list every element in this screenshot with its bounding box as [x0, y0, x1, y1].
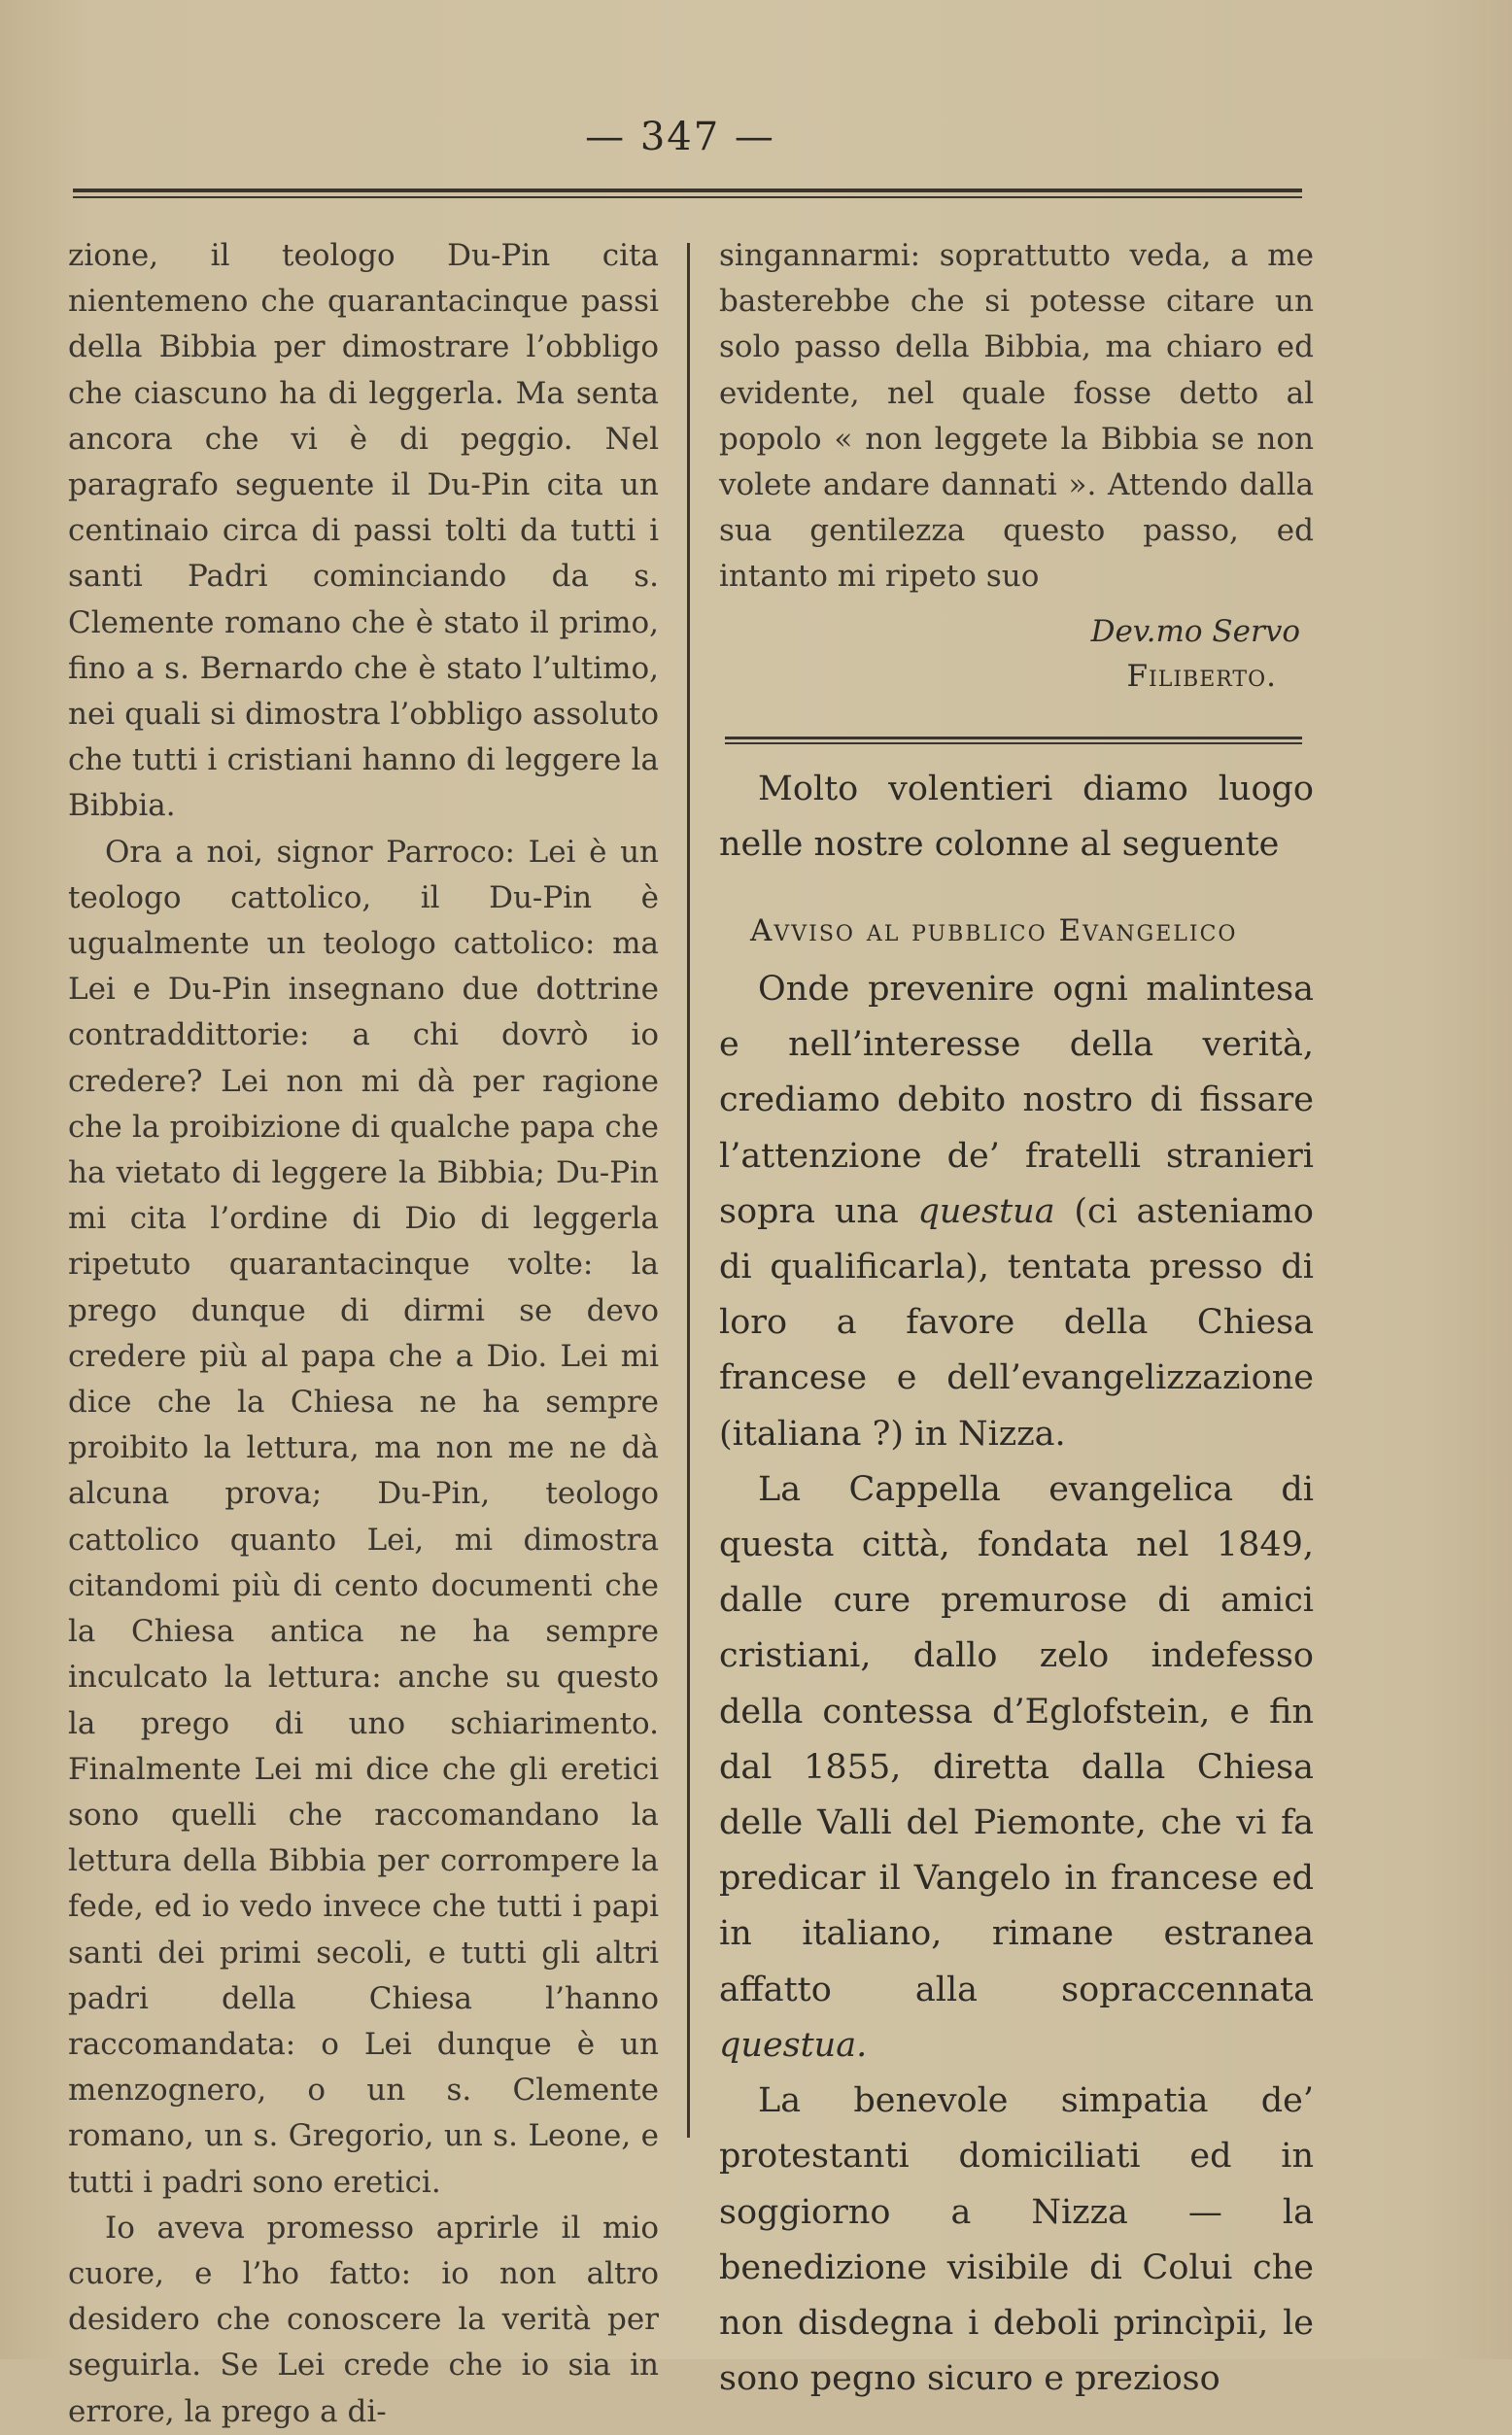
- notice-paragraph-1-emphasis: questua: [917, 1191, 1055, 1231]
- section-heading: Avviso al pubblico Evangelico: [750, 913, 1238, 949]
- left-paragraph-3: Io aveva promesso aprirle il mio cuore, e l’ho fatto: io non altro desidero che conoscere la verità per seguirla. Se Lei crede che io sia in errore, la prego a di-: [68, 2210, 659, 2429]
- signature-closing: Dev.mo Servo: [1090, 613, 1300, 649]
- letter-ending: singannarmi: soprattutto veda, a me basterebbe che si potesse citare un solo passo della Bibbia, ma chiaro ed evidente, nel quale fosse detto al popolo « non leggete la Bibbia se non volete andare dannati ». Attendo dalla sua gentilezza questo passo, ed intanto mi ripeto suo: [719, 238, 1314, 595]
- notice-paragraph-3: La benevole simpatia de’ protestanti domiciliati ed in soggiorno a Nizza — la benedizione visibile di Colui che non disdegna i deboli princìpii, le sono pegno sicuro e prezioso: [719, 2081, 1314, 2399]
- page-number: — 347 —: [585, 115, 775, 159]
- intro-paragraph: Molto volentieri diamo luogo nelle nostre colonne al seguente: [719, 769, 1314, 864]
- left-paragraph-1: zione, il teologo Du-Pin cita nientemeno che quarantacinque passi della Bibbia per dimostrare l’obbligo che ciascuno ha di leggerla. Ma senta ancora che vi è di peggio. Nel paragrafo seguente il Du-Pin cita un centinaio circa di passi tolti da tutti i santi Padri cominciando da s. Clemente romano che è stato il primo, fino a s. Bernardo che è stato l’ultimo, nei quali si dimostra l’obbligo assoluto che tutti i cristiani hanno di leggere la Bibbia.: [68, 238, 659, 824]
- signature-name: Filiberto.: [1126, 658, 1277, 694]
- column-divider: [687, 243, 690, 2138]
- notice-paragraph-2-text: La Cappella evangelica di questa città, fondata nel 1849, dalle cure premurose di amici cristiani, dallo zelo indefesso della contessa d’Eglofstein, e fin dal 1855, diretta dalla Chiesa delle Valli del Piemonte, che vi fa predicar il Vangelo in francese ed in italiano, rimane estranea affatto alla sopraccennata: [719, 1469, 1314, 2009]
- notice-paragraph-2-emphasis: questua.: [719, 2025, 868, 2065]
- header-rule: [73, 189, 1302, 198]
- notice-paragraph-1-text-a: Onde prevenire ogni malintesa e nell’interesse della verità, crediamo debito nostro di fissare l’attenzione de’ fratelli stranieri sopra una: [719, 970, 1314, 1231]
- left-column: [68, 233, 659, 2435]
- notice-paragraph-1-text-b: (ci asteniamo di qualificarla), tentata presso di loro a favore della Chiesa francese e dell’evangelizzazione (italiana ?) in Nizza.: [719, 1191, 1314, 1454]
- right-column: [719, 233, 1314, 2407]
- section-rule: [725, 737, 1302, 744]
- notice-paragraph-2: [719, 1462, 1314, 2074]
- notice-paragraph-1: [719, 962, 1314, 1462]
- left-paragraph-2: Ora a noi, signor Parroco: Lei è un teologo cattolico, il Du-Pin è ugualmente un teologo cattolico: ma Lei e Du-Pin insegnano due dottrine contraddittorie: a chi dovrò io credere? Lei non mi dà per ragione che la proibizione di qualche papa che ha vietato di leggere la Bibbia; Du-Pin mi cita l’ordine di Dio di leggerla ripetuto quarantacinque volte: la prego dunque di dirmi se devo credere più al papa che a Dio. Lei mi dice che la Chiesa ne ha sempre proibito la lettura, ma non me ne dà alcuna prova; Du-Pin, teologo cattolico quanto Lei, mi dimostra citandomi più di cento documenti che la Chiesa antica ne ha sempre inculcato la lettura: anche su questo la prego di uno schiarimento. Finalmente Lei mi dice che gli eretici sono quelli che raccomandano la lettura della Bibbia per corrompere la fede, ed io vedo invece che tutti i papi santi dei primi secoli, e tutti gli altri padri della Chiesa l’hanno raccomandata: o Lei dunque è un menzognero, o un s. Clemente romano, un s. Gregorio, un s. Leone, e tutti i padri sono eretici.: [68, 834, 659, 2200]
